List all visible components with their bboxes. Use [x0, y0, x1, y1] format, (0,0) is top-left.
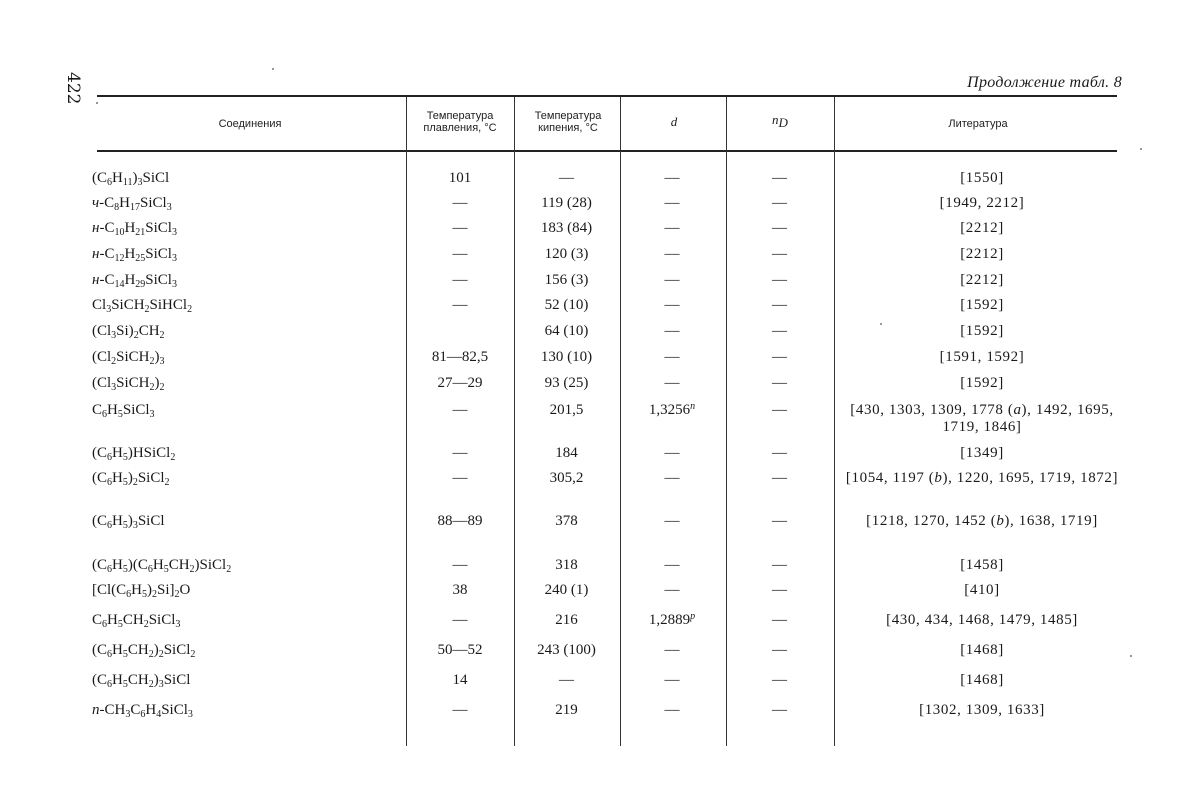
- cell-melting: 81—82,5: [431, 349, 489, 365]
- cell-refractive: —: [772, 349, 787, 365]
- cell-literature: [430, 1303, 1309, 1778 (a), 1492, 1695, 1719, 1846]: [850, 402, 1114, 435]
- cell-density: —: [664, 297, 680, 313]
- cell-refractive: —: [772, 220, 787, 236]
- cell-boiling: 52 (10): [544, 297, 589, 313]
- cell-boiling: 318: [555, 557, 578, 573]
- cell-literature: [1949, 2212]: [939, 195, 1025, 211]
- cell-density: —: [664, 349, 680, 365]
- cell-melting: 101: [448, 170, 472, 186]
- header-density: d: [670, 114, 678, 129]
- cell-density: —: [664, 220, 680, 236]
- cell-refractive: —: [772, 612, 787, 628]
- cell-refractive: —: [772, 582, 787, 598]
- cell-density: —: [664, 642, 680, 658]
- speck: [96, 102, 98, 104]
- cell-compound: $(C_6H_5)_3SiCl$: [92, 513, 165, 531]
- cell-melting: 38: [452, 582, 468, 598]
- cell-melting: —: [452, 297, 468, 313]
- cell-literature: [2212]: [960, 272, 1004, 288]
- cell-compound: $C_6H_5SiCl_3$: [92, 402, 155, 420]
- cell-melting: 27—29: [437, 375, 483, 391]
- cell-literature: [1054, 1197 (b), 1220, 1695, 1719, 1872]: [845, 470, 1119, 486]
- cell-boiling: 156 (3): [544, 272, 589, 288]
- cell-melting: 88—89: [437, 513, 483, 529]
- header-literature: Литература: [948, 118, 1008, 130]
- cell-melting: —: [452, 220, 468, 236]
- cell-compound: $C_6H_5CH_2SiCl_3$: [92, 612, 181, 630]
- cell-compound: $(C_6H_5)HSiCl_2$: [92, 445, 176, 463]
- cell-refractive: —: [772, 375, 787, 391]
- cell-literature: [1468]: [960, 672, 1004, 688]
- cell-literature: [1468]: [960, 642, 1004, 658]
- cell-literature: [1550]: [960, 170, 1004, 186]
- top-rule: [97, 95, 1117, 97]
- cell-boiling: 183 (84): [540, 220, 593, 236]
- cell-density: 1,2889$^p$: [648, 611, 696, 628]
- cell-melting: —: [452, 445, 468, 461]
- cell-boiling: 240 (1): [544, 582, 589, 598]
- cell-melting: 50—52: [437, 642, 483, 658]
- continuation-caption: Продолжение табл. 8: [967, 74, 1122, 91]
- cell-melting: 14: [452, 672, 468, 688]
- speck: [880, 323, 882, 325]
- cell-melting: —: [452, 557, 468, 573]
- cell-refractive: —: [772, 195, 787, 211]
- cell-literature: [1591, 1592]: [939, 349, 1025, 365]
- cell-boiling: 201,5: [549, 402, 584, 418]
- cell-literature: [2212]: [960, 220, 1004, 236]
- cell-density: —: [664, 170, 680, 186]
- cell-literature: [430, 434, 1468, 1479, 1485]: [886, 612, 1078, 628]
- cell-refractive: —: [772, 170, 787, 186]
- cell-literature: [2212]: [960, 246, 1004, 262]
- cell-refractive: —: [772, 642, 787, 658]
- header-compound: Соединения: [218, 118, 282, 130]
- cell-compound: $(C_6H_5CH_2)_2SiCl_2$: [92, 642, 196, 660]
- cell-compound: $н-C_{10}H_{21}SiCl_3$: [92, 220, 177, 238]
- cell-density: —: [664, 702, 680, 718]
- cell-literature: [1592]: [960, 323, 1004, 339]
- cell-boiling: 219: [555, 702, 578, 718]
- cell-melting: —: [452, 402, 468, 418]
- cell-boiling: 216: [555, 612, 578, 628]
- cell-boiling: 184: [555, 445, 578, 461]
- cell-compound: $(Cl_2SiCH_2)_3$: [92, 349, 165, 367]
- speck: [1130, 655, 1132, 657]
- page-number: 422: [63, 72, 83, 105]
- cell-literature: [1218, 1270, 1452 (b), 1638, 1719]: [866, 513, 1098, 529]
- cell-density: —: [664, 445, 680, 461]
- cell-refractive: —: [772, 297, 787, 313]
- cell-compound: $(C_6H_5)(C_6H_5CH_2)SiCl_2$: [92, 557, 232, 575]
- cell-melting: —: [452, 702, 468, 718]
- cell-melting: —: [452, 272, 468, 288]
- header-melting: Температура плавления, °С: [423, 110, 497, 134]
- cell-boiling: 64 (10): [544, 323, 589, 339]
- cell-compound: $Cl_3SiCH_2SiHCl_2$: [92, 297, 193, 315]
- cell-density: 1,3256$^n$: [648, 401, 696, 418]
- cell-refractive: —: [772, 702, 787, 718]
- cell-boiling: —: [559, 170, 574, 186]
- cell-refractive: —: [772, 445, 787, 461]
- cell-refractive: —: [772, 513, 787, 529]
- cell-boiling: 120 (3): [544, 246, 589, 262]
- cell-compound: $(C_6H_5CH_2)_3SiCl$: [92, 672, 191, 690]
- column-separator: [834, 97, 835, 746]
- cell-boiling: 378: [555, 513, 578, 529]
- cell-melting: —: [452, 470, 468, 486]
- cell-literature: [410]: [964, 582, 1000, 598]
- cell-literature: [1592]: [960, 297, 1004, 313]
- header-refractive: $n_D$: [772, 112, 788, 130]
- cell-refractive: —: [772, 402, 787, 418]
- header-rule: [97, 150, 1117, 152]
- cell-density: —: [664, 375, 680, 391]
- cell-melting: —: [452, 246, 468, 262]
- cell-compound: $(C_6H_5)_2SiCl_2$: [92, 470, 170, 488]
- cell-compound: $[Cl(C_6H_5)_2Si]_2O$: [92, 582, 191, 600]
- cell-boiling: 130 (10): [540, 349, 593, 365]
- cell-refractive: —: [772, 323, 787, 339]
- cell-refractive: —: [772, 246, 787, 262]
- cell-melting: —: [452, 195, 468, 211]
- cell-melting: —: [452, 612, 468, 628]
- cell-compound: $(Cl_3SiCH_2)_2$: [92, 375, 165, 393]
- cell-density: —: [664, 557, 680, 573]
- cell-refractive: —: [772, 557, 787, 573]
- cell-density: —: [664, 672, 680, 688]
- cell-compound: $(C_6H_{11})_3SiCl$: [92, 170, 170, 188]
- cell-compound: $(Cl_3Si)_2CH_2$: [92, 323, 165, 341]
- cell-boiling: 305,2: [549, 470, 584, 486]
- cell-compound: $ч-C_8H_{17}SiCl_3$: [92, 195, 172, 213]
- cell-literature: [1302, 1309, 1633]: [919, 702, 1045, 718]
- speck: [1140, 148, 1142, 150]
- cell-refractive: —: [772, 470, 787, 486]
- cell-density: —: [664, 582, 680, 598]
- cell-boiling: 93 (25): [544, 375, 589, 391]
- cell-literature: [1592]: [960, 375, 1004, 391]
- cell-density: —: [664, 246, 680, 262]
- cell-density: —: [664, 272, 680, 288]
- cell-boiling: —: [559, 672, 574, 688]
- cell-density: —: [664, 470, 680, 486]
- cell-literature: [1349]: [960, 445, 1004, 461]
- cell-density: —: [664, 195, 680, 211]
- cell-compound: $n-CH_3C_6H_4SiCl_3$: [92, 702, 193, 720]
- header-boiling: Температура кипения, °С: [534, 110, 602, 134]
- cell-refractive: —: [772, 672, 787, 688]
- cell-boiling: 243 (100): [537, 642, 596, 658]
- cell-density: —: [664, 513, 680, 529]
- cell-compound: $н-C_{12}H_{25}SiCl_3$: [92, 246, 177, 264]
- cell-density: —: [664, 323, 680, 339]
- cell-literature: [1458]: [960, 557, 1004, 573]
- cell-boiling: 119 (28): [541, 195, 592, 211]
- cell-compound: $н-C_{14}H_{29}SiCl_3$: [92, 272, 177, 290]
- cell-refractive: —: [772, 272, 787, 288]
- speck: [272, 68, 274, 70]
